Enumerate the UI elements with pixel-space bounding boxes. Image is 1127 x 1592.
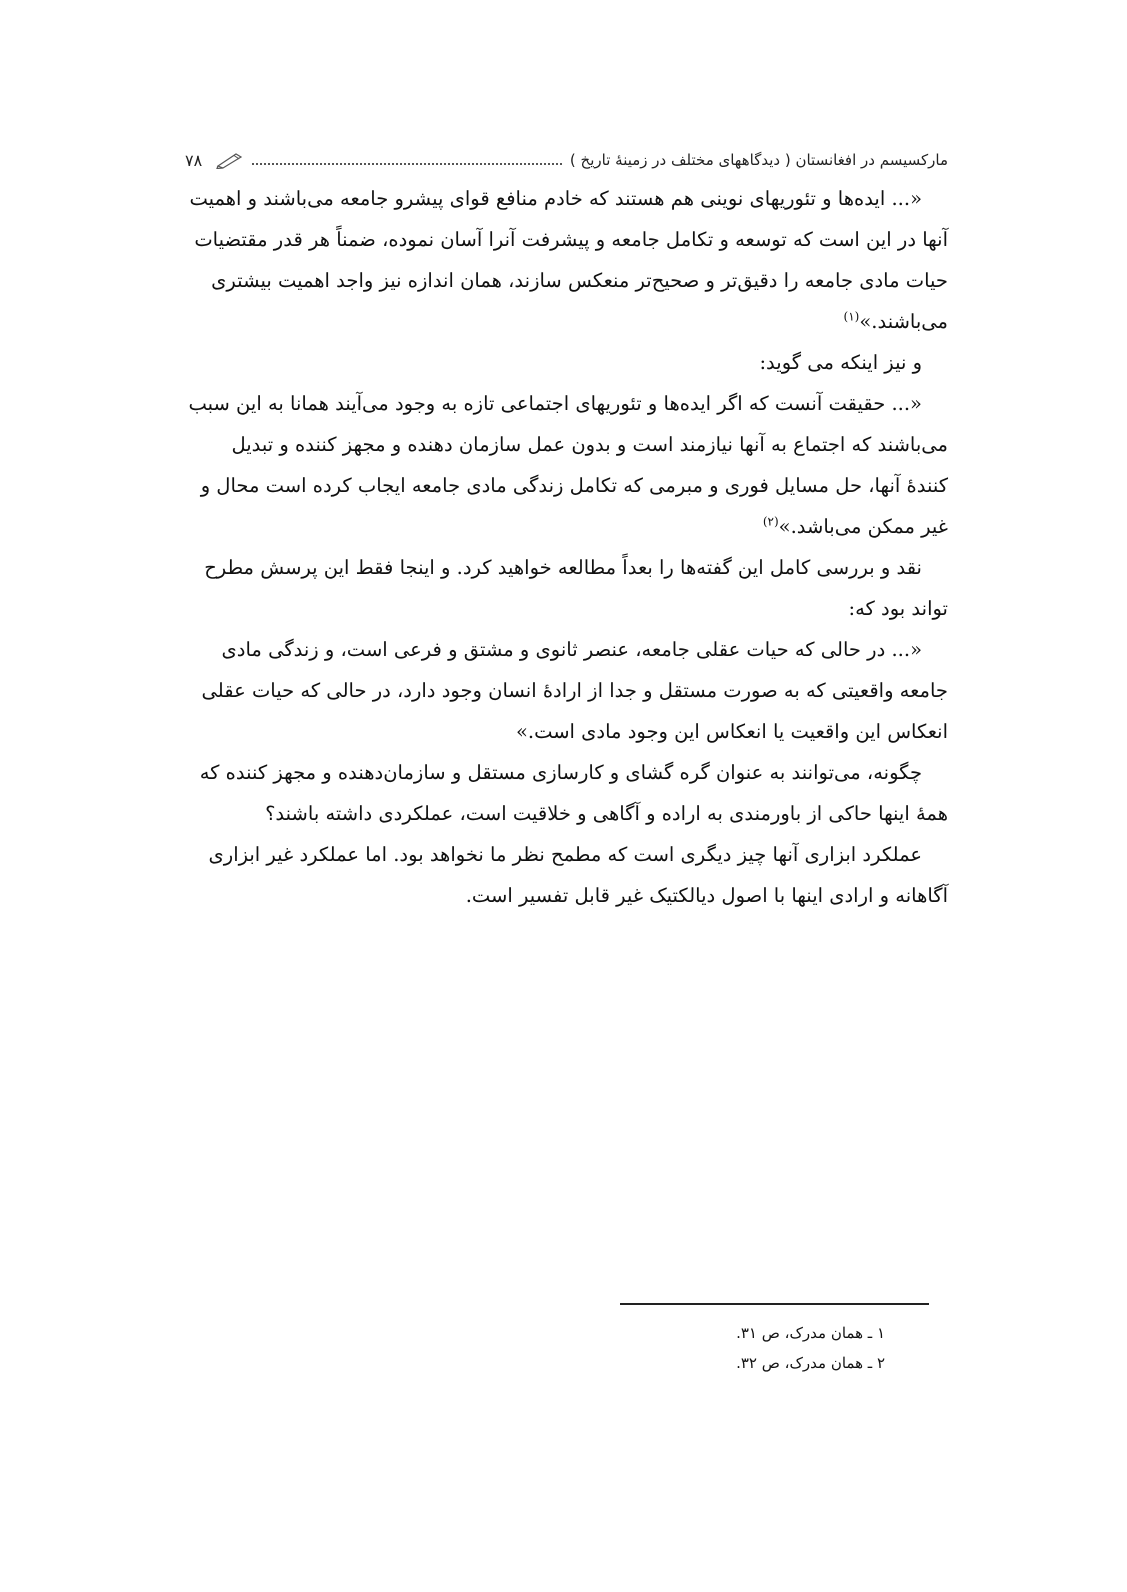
- header-leader-dots: [252, 163, 562, 165]
- paragraph-quote-2: [185, 383, 948, 547]
- body-text: [185, 178, 948, 916]
- paragraph-conclusion: [185, 834, 948, 916]
- footnote-ref-1: (۱): [843, 309, 860, 324]
- paragraph-quote-3: [185, 629, 948, 752]
- paragraph-question: [185, 752, 948, 834]
- paragraph-intro-2: [185, 342, 948, 383]
- footnote-2: ۲ ـ همان مدرک، ص ۳۲.: [736, 1354, 885, 1372]
- paragraph-text: نقد و بررسی کامل این گفته‌ها را بعداً مطالعه خواهید کرد. و اینجا فقط این پرسش مطرح تواند بود که:: [204, 556, 948, 620]
- pen-icon: [216, 151, 244, 169]
- paragraph-critique: [185, 547, 948, 629]
- paragraph-text: و نیز اینکه می گوید:: [759, 351, 922, 374]
- paragraph-text: عملکرد ابزاری آنها چیز دیگری است که مطمح نظر ما نخواهد بود. اما عملکرد غیر ابزاری آگاهانه و ارادی اینها با اصول دیالکتیک غیر قابل تفسیر است.: [208, 843, 948, 907]
- paragraph-text: چگونه، می‌توانند به عنوان گره گشای و کارسازی مستقل و سازمان‌دهنده و مجهز کننده که همهٔ اینها حاکی از باورمندی به اراده و آگاهی و خلاقیت است، عملکردی داشته باشند؟: [199, 761, 948, 825]
- paragraph-quote-1: [185, 178, 948, 342]
- footnote-ref-2: (۲): [762, 514, 779, 529]
- running-header: [185, 140, 948, 180]
- running-title: مارکسیسم در افغانستان ( دیدگاههای مختلف در زمینهٔ تاریخ ): [569, 151, 948, 169]
- paragraph-text: «... حقیقت آنست که اگر ایده‌ها و تئوریهای اجتماعی تازه به وجود می‌آیند همانا به این سبب می‌باشند که اجتماع به آنها نیازمند است و بدون عمل سازمان دهنده و مجهز کننده و تبدیل کنندهٔ آنها، حل مسایل فوری و مبرمی که تکامل زندگی مادی جامعه ایجاب کرده است محال و غیر ممکن می‌باشد.»: [188, 392, 948, 538]
- page-number: ۷۸: [185, 150, 203, 170]
- paragraph-text: «... ایده‌ها و تئوریهای نوینی هم هستند که خادم منافع قوای پیشرو جامعه می‌باشند و اهمیت آنها در این است که توسعه و تکامل جامعه و پیشرفت آنرا آسان نموده، ضمناً هر قدر مقتضیات حیات مادی جامعه را دقیق‌تر و صحیح‌تر منعکس سازند، همان اندازه نیز واجد اهمیت بیشتری می‌باشند.»: [189, 187, 948, 333]
- footnote-divider: [620, 1303, 929, 1305]
- paragraph-text: «... در حالی که حیات عقلی جامعه، عنصر ثانوی و مشتق و فرعی است، و زندگی مادی جامعه واقعیتی که به صورت مستقل و جدا از ارادهٔ انسان وجود دارد، در حالی که حیات عقلی انعکاس این واقعیت یا انعکاس این وجود مادی است.»: [201, 638, 948, 743]
- footnotes: [185, 1318, 885, 1378]
- footnote-1: ۱ ـ همان مدرک، ص ۳۱.: [736, 1324, 885, 1342]
